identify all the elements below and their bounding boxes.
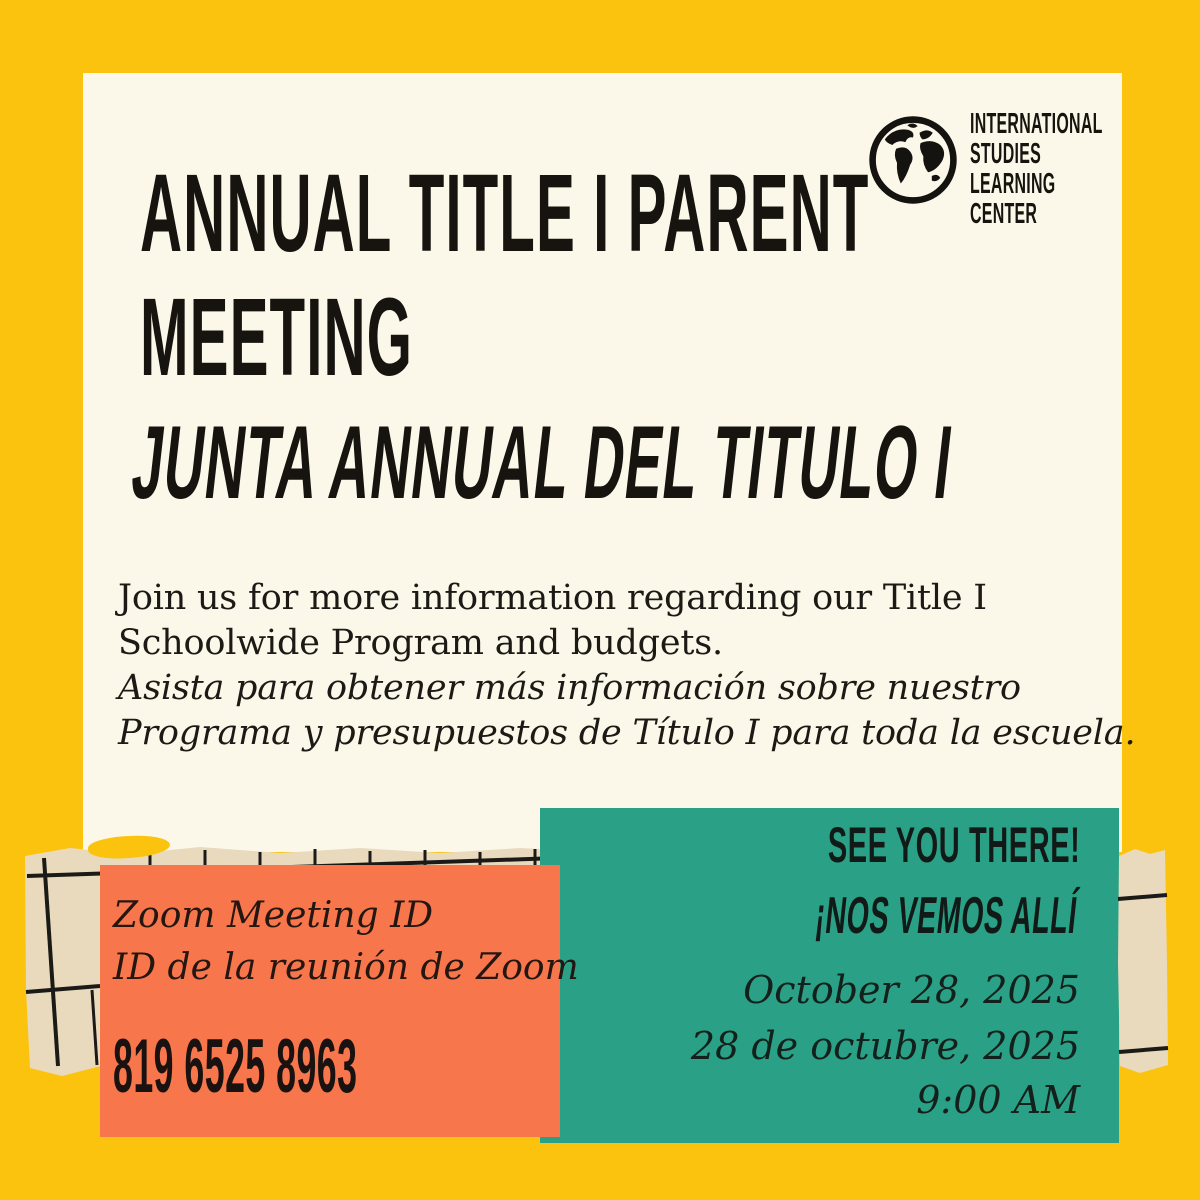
meeting-id-number: 819 6525 8963 — [113, 1024, 358, 1109]
org-name-line: LEARNING — [970, 168, 1056, 200]
zoom-id-panel — [100, 865, 579, 1137]
zoom-meeting-id-label-english: Zoom Meeting ID — [113, 895, 434, 936]
date-english: October 28, 2025 — [743, 968, 1080, 1012]
zoom-meeting-id-label-spanish: ID de la reunión de Zoom — [113, 947, 579, 988]
see-you-there-text: SEE YOU THERE! — [827, 817, 1080, 873]
body-line-english: Join us for more information regarding our Title I — [118, 578, 987, 618]
body-line-english: Schoolwide Program and budgets. — [118, 623, 723, 663]
body-text — [118, 576, 1135, 756]
body-line-spanish: Programa y presupuestos de Título I para toda la escuela. — [118, 713, 1136, 753]
title-english: ANNUAL TITLE I PARENT MEETING — [140, 152, 870, 400]
title-spanish: JUNTA ANNUAL DEL TITULO I — [126, 405, 959, 521]
paper-tape-right — [1108, 843, 1180, 1078]
meeting-time: 9:00 AM — [916, 1078, 1080, 1122]
org-name-line: CENTER — [970, 198, 1038, 230]
date-spanish: 28 de octubre, 2025 — [690, 1024, 1080, 1068]
org-name-line: STUDIES — [970, 138, 1042, 170]
body-line-spanish: Asista para obtener más información sobre nuestro — [118, 668, 1021, 708]
org-name-line: INTERNATIONAL — [970, 108, 1103, 140]
nos-vemos-text: ¡NOS VEMOS ALLÍ — [812, 887, 1080, 945]
